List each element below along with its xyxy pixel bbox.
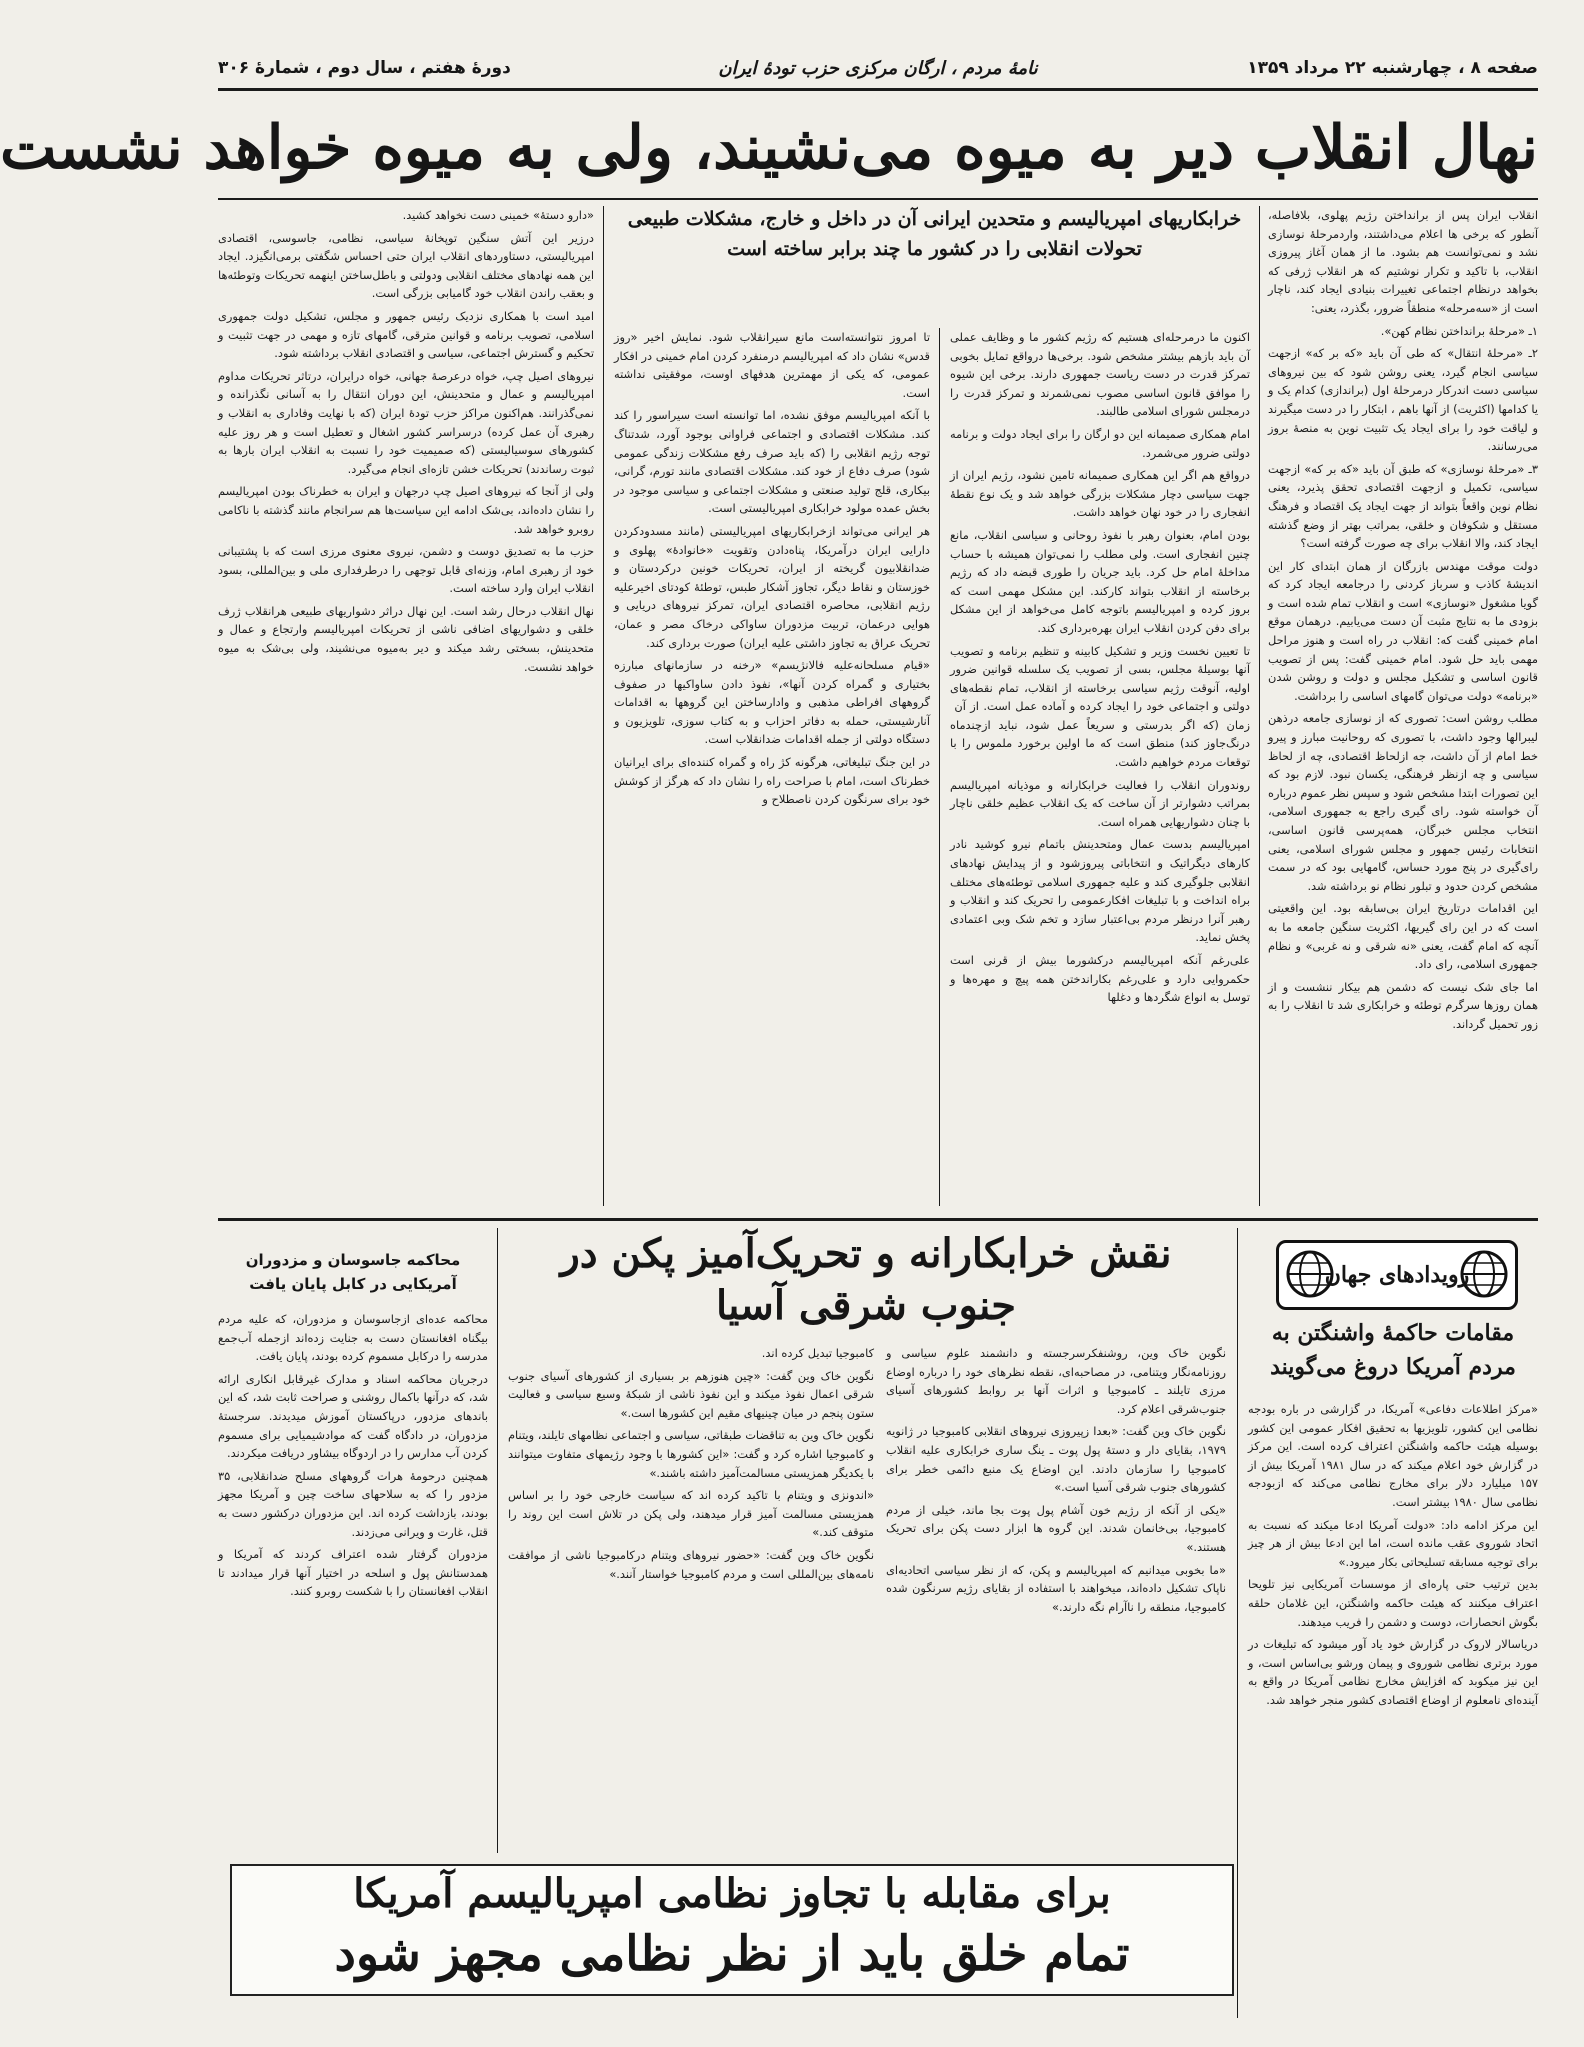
paragraph: همچنین درحومهٔ هرات گروههای مسلح ضدانقلابی، ۳۵ مزدور را که به سلاحهای ساخت چین و آمریکا مجهز بودند، بازداشت کرده اند. این مزدوران درکشور دست به قتل، غارت و ویرانی می‌زدند. — [218, 1468, 488, 1539]
header-rule — [218, 88, 1538, 91]
paragraph: با آنکه امپریالیسم موفق نشده، اما توانسته است سیراسور را کند کند. مشکلات اقتصادی و اجتماعی فراوانی بوجود آورد، شدتناگ توجه رژیم انقلابی را (که باید صرف رفع مشکلات زندگی عمومی شود) صرف دفاع از خود کند. مشکلات اقتصادی مانند تورم، گرانی، بیکاری، قلج تولید صنعتی و مشکلات اجتماعی و سیاسی موجود در بخش عمده مولود خرابکاری امپریالیستی است. — [614, 408, 930, 516]
paragraph: نگوین خاک وین گفت: «حضور نیروهای ویتنام درکامبوجیا ناشی از موافقت نامه‌های بین‌المللی است و مردم کامبوجیا خواستار آنند.» — [508, 1547, 874, 1581]
paragraph: ولی از آنجا که نیروهای اصیل چپ درجهان و ایران به خطرناک بودن امپریالیسم را نشان داده‌اند، بی‌شک ادامه این سیاست‌ها هم سرانجام مانند گذشته با ناکامی روبرو خواهد شد. — [218, 484, 594, 536]
paragraph: روندوران انقلاب را فعالیت خرابکارانه و موذیانه امپریالیسم بمراتب دشوارتر از آن ساخت که یک انقلاب عظیم خلقی ناچار با چنان دشواریهایی همراه است. — [950, 777, 1250, 829]
paragraph: «مرکز اطلاعات دفاعی» آمریکا، در گزارشی در باره بودجه نظامی این کشور، تلویزیها به تحقیق افکار عمومی این کشور بوسیله هیئت حاکمه واشنگتن اعتراف کرده است. این مرکز در گزارش خود اعلام میکند که در سال ۱۹۸۱ آمریکا بیش از ۱۵۷ میلیارد دلار برای مخارج نظامی می‌کند که ازبودجه نظامی سال ۱۹۸۰ بیشتر است. — [1248, 1402, 1539, 1509]
paragraph: نهال انقلاب درحال رشد است. این نهال دراثر دشواریهای طبیعی هرانقلاب ژرف خلقی و دشواریهای اضافی ناشی از تحریکات امپریالیسم وارتجاع و عمال و متحدینش، بسختی رشد میکند و دیر به‌میوه می‌نشیند، ولی بی‌شک به میوه خواهد نشست. — [218, 603, 594, 674]
paragraph: این اقدامات درتاریخ ایران بی‌سابقه بود. این واقعیتی است که در این رای گیریها، اکثریت سنگین جامعه ما به آنچه که امام گفت، یعنی «نه شرقی و نه غربی» و نظام جمهوری اسلامی، رای داد. — [1268, 901, 1538, 972]
column-divider — [497, 1228, 498, 1853]
paragraph: «قیام مسلحانه‌علیه فالانژیسم» «رخنه در سازمانهای مبارزه بختیاری و گمراه کردن آنها»، نفوذ دادن ساواکیها در صفوف گروههای افراطی مذهبی و وادارساختن این گروهها به اقدامات آنارشیستی، حمله به دفاتر احزاب و به کتاب سوزی، تلویزیون و دستگاه دولتی از جمله اقدامات ضدانقلاب است. — [614, 658, 930, 747]
left-article-body — [218, 1310, 488, 1855]
newspaper-page — [0, 48, 1539, 2023]
globe-icon — [1459, 1249, 1509, 1299]
paragraph: درواقع هم اگر این همکاری صمیمانه تامین نشود، رژیم ایران از جهت سیاسی دچار مشکلات بزرگی خواهد شد و یک نوع نقطهٔ انفجاری را در خود نهان خواهد داشت. — [950, 468, 1250, 520]
paragraph: درجریان محاکمه اسناد و مدارک غیرقابل انکاری ارائه شد، که درآنها باکمال روشنی و صراحت ثابت شد، که این باندهای مزدور، درپاکستان آموزش میدیدند. سرجستهٔ مزدوران، در دادگاه گفت که موادشیمیایی برای مسموم کردن آب مدارس را در اردوگاه بیشاور دریافت میکردند. — [218, 1371, 488, 1461]
paragraph: علی‌رغم آنکه امپریالیسم درکشورما بیش از قرنی است حکمروایی دارد و علی‌رغم بکاراندختن همه پیچ و مهره‌ها و توسل به انواع شگردها و دغلها — [950, 953, 1250, 1005]
paragraph: اکنون ما درمرحله‌ای هستیم که رژیم کشور ما و وظایف عملی آن باید بازهم بیشتر مشخص شود. برخی‌ها درواقع تمایل بخوبی تمرکز قدرت در دست ریاست جمهوری دارند. برخی این شیوه را موافق قانون اساسی مصوب نمی‌شمرند و تمرکز قدرت را درمجلس شورای اسلامی طالبند. — [950, 330, 1250, 419]
page-date: صفحه ۸ ، چهارشنبه ۲۲ مرداد ۱۳۵۹ — [1247, 58, 1538, 78]
paragraph: «ما بخوبی میدانیم که امپریالیسم و پکن، که از نظر سیاسی اتحادیه‌ای ناپاک تشکیل داده‌اند، میخواهند با استفاده از بقایای رژیم سرنگون شده کامبوجیا، منطقه را ناآرام نگه دارند.» — [886, 1562, 1226, 1614]
world-news-logo-text: رویدادهای جهان — [1324, 1262, 1470, 1288]
paragraph: نگوین خاک وین گفت: «چین هنوزهم بر بسیاری از کشورهای آسیای جنوب شرقی اعمال نفوذ میکند و این نفوذ ناشی از شبکهٔ وسیع سیاسی و فعالیت ستون پنجم در میان چینیهای مقیم این کشورها است.» — [508, 1368, 874, 1420]
main-headline: نهال انقلاب دیر به میوه می‌نشیند، ولی به میوه خواهد نشست — [0, 113, 1538, 183]
section-rule — [218, 1218, 1538, 1221]
paragraph: «اندونزی و ویتنام با تاکید کرده اند که سیاست خارجی خود را بر اساس همزیستی مسالمت آمیز قرار میدهند، ولی پکن در تلاش است این روند را متوقف کند.» — [508, 1488, 874, 1540]
paragraph: دریاسالار لاروک در گزارش خود یاد آور میشود که تبلیغات در مورد برتری نظامی شوروی و پیمان ورشو بی‌اساس است، و این نیز میکوبد که افزایش مخارج نظامی آمریکا در واقع به آینده‌ای نامعلوم از اوضاع اقتصادی کشور منجر خواهد شد. — [1248, 1637, 1538, 1707]
paragraph: «دارو دستهٔ» خمینی دست نخواهد کشید. — [402, 208, 594, 222]
world-news-body — [1248, 1400, 1538, 1900]
headline-rule — [218, 198, 1538, 200]
globe-icon — [1285, 1249, 1335, 1299]
main-column-4 — [218, 206, 594, 1208]
middle-headline — [506, 1228, 1226, 1332]
paragraph: در این جنگ تبلیغاتی، هرگونه کژ راه و گمراه کننده‌ای برای ایرانیان خطرناک است، امام با صراحت راه را نشان داد که هرگز از کوشش خود برای سرنگون کردن ناصطلاح و — [614, 755, 930, 807]
paragraph: نگوین خاک وین به تناقضات طبقاتی، سیاسی و اجتماعی نظامهای تایلند، ویتنام و کامبوجیا اشاره کرد و گفت: «این کشورها با وجود رژیمهای متفاوت میتوانند با یکدیگر همزیستی مسالمت‌آمیز داشته باشند.» — [508, 1428, 874, 1480]
middle-headline-line2: جنوب شرقی آسیا — [716, 1282, 1016, 1329]
paragraph: «یکی از آنکه از رژیم خون آشام پول پوت بجا ماند، خیلی از مردم کامبوجیا، بی‌خانمان شدند. این گروه ها ابزار دست پکن برای تحریک هستند.» — [886, 1502, 1226, 1554]
column-divider — [1237, 1228, 1238, 2018]
paragraph: امپریالیسم بدست عمال ومتحدینش باتمام نیرو کوشید نادر کارهای دیگراتیک و انتخاباتی پیروزشود و از پیدایش نهادهای انقلابی جلوگیری کند و علیه جمهوری اسلامی توطئه‌های مختلف براه انداخت و با تبلیغات افکارعمومی را تحریک کند و انقلاب و رهبر آنرا درنظر مردم بی‌اعتبار سازد و تخم شک وبی اعتمادی پخش نماید. — [950, 837, 1250, 945]
paragraph: این مرکز ادامه داد: «دولت آمریکا ادعا میکند که نسبت به اتحاد شوروی عقب مانده است، اما این ادعا بیش از هر چیز برای توجیه مسابقه تسلیحاتی بکار میرود.» — [1248, 1517, 1538, 1569]
paragraph: حزب ما به تصدیق دوست و دشمن، نیروی معنوی مرزی است که با پشتیبانی خود از رهبری امام، وزنه‌ای قابل توجهی را درطرفداری ملی و بین‌المللی، بسود انقلاب ایران وارد ساخته است. — [218, 544, 594, 596]
page-header — [218, 48, 1538, 88]
main-column-1 — [1268, 206, 1538, 1208]
paragraph: اما جای شک نیست که دشمن هم بیکار ننشست و از همان روزها سرگرم توطئه و خرابکاری شد تا انقلاب را به زور تحمیل گرداند. — [1268, 979, 1538, 1031]
banner-line-1: برای مقابله با تجاوز نظامی امپریالیسم آمریکا — [353, 1870, 1111, 1917]
world-news-headline: مقامات حاکمهٔ واشنگتن به مردم آمریکا دروغ می‌گویند — [1270, 1320, 1516, 1380]
banner-line-2: تمام خلق باید از نظر نظامی مجهز شود — [334, 1926, 1130, 1982]
paragraph: تا امروز نتوانسته‌است مانع سیرانقلاب شود. نمایش اخیر «روز قدس» نشان داد که امپریالیسم درمنفرد کردن امام خمینی در افکار عمومی، که یکی از مهمترین هدفهای اوست، موفقیتی نداشته است. — [614, 330, 930, 400]
column-divider — [1259, 206, 1260, 1206]
paragraph: تا تعیین نخست وزیر و تشکیل کابینه و تنظیم برنامه و تصویب آنها بوسیلهٔ مجلس، بسی از تصویب یک سلسله قوانین ضرور اولیه، آنوقت رژیم سیاسی برخاسته از انقلاب، تمام نقطه‌های دولتی و اجتماعی خود را ایجاد کرده و آماده عمل است. از آن ‌ ‌زمان (که اگر بدرستی و سریعاً عمل شود، نباید ازچندماه درنگ‌جاوز کند) منطق است که ما اولین برخورد ملموس را با توقعات مردم خواهیم داشت. — [950, 643, 1250, 770]
paragraph: ۲ـ «مرحلهٔ انتقال» که طی آن باید «که بر که» ازجهت سیاسی انجام گیرد، یعنی روشن شود که بین نیروهای سیاسی دست اندرکار درمرحلهٔ اول (براندازی) کدام یک و یا کدامها (اکثریت) از آنها باهم ، ابتکار را در دست میگیرند و لیاقت خود را برای ایجاد یک تثبیت نوین به منصهٔ بروز می‌رسانند. — [1268, 346, 1538, 454]
column-divider — [939, 328, 940, 1206]
middle-column-2 — [508, 1344, 874, 1854]
paragraph: ۳ـ «مرحلهٔ نوسازی» که طبق آن باید «که بر که» ازجهت سیاسی، تکمیل و ازجهت اقتصادی تحقق پذیرد، یعنی نظام نوین واقعاً بتواند از جهت ایجاد یک اقتصاد و فرهنگ مستقل و شکوفان و خلقی، بمراتب بهتر از وضع گذشته ایجاد کند، والا انقلاب برای چه صورت گرفته است؟ — [1268, 461, 1538, 551]
world-news-logo — [1276, 1240, 1518, 1310]
main-column-2 — [950, 328, 1250, 1208]
main-column-3 — [614, 328, 930, 1208]
left-headline: محاکمه جاسوسان و مزدوران آمریکایی در کابل پایان یافت — [245, 1251, 461, 1293]
paragraph: انقلاب ایران پس از برانداختن رژیم پهلوی، بلافاصله، آنطور که برخی ها اعلام می‌داشتند، واردمرحلهٔ نوسازی نشد و نمی‌توانست هم بشود. ما از همان آغاز پیروزی انقلاب، با تاکید و تکرار نوشتیم که هر انقلاب ژرفی که بخواهد درنظام اجتماعی تغییرات بنیادی ایجاد کند، ناچار است از «سه‌مرحله» منطقاً ضرور، بگذرد، یعنی: — [1268, 208, 1538, 315]
paragraph: مطلب روشن است: تصوری که از نوسازی جامعه درذهن لیبرالها وجود داشت، با تصوری که روحانیت مبارز و پیرو خط امام از آن داشت، جه ازلحاظ اقتصادی، چه از لحاظ سیاسی و چه ازنظر فرهنگی، یکسان نبود. لازم بود که این تصورات ابتدا مشخص شود و سپس نظر عموم درباره آن خواسته شود. رای گیری راجع به جمهوری اسلامی، انتخاب مجلس خبرگان، همه‌پرسی قانون اساسی، انتخابات رئیس جمهور و مجلس شورای اسلامی، یعنی رای‌گیری در پنج مورد حساس، گامهایی بود که در سمت مشخص کردن حدود و تبلور نظام نو برداشته شد. — [1268, 711, 1538, 893]
paragraph: مزدوران گرفتار شده اعتراف کردند که آمریکا و همدستانش پول و اسلحه در اختیار آنها قرار میدادند تا انقلاب افغانستان را با شکست روبرو کنند. — [218, 1547, 488, 1599]
paragraph: نگوین خاک وین، روشنفکرسرجسته و دانشمند علوم سیاسی و روزنامه‌نگار ویتنامی، در مصاحبه‌ای، نقطه نظرهای خود را درباره اوضاع مرزی تایلند ـ کامبوجیا و اثرات آنها بر روابط کشورهای آسیای جنوب‌شرقی اعلام کرد. — [886, 1346, 1226, 1416]
paragraph: محاکمه عده‌ای ازجاسوسان و مزدوران، که علیه مردم بیگناه افغانستان دست به جنایت زده‌اند ازجمله آب‌جمع مدرسه را درکابل مسموم کرده بودند، پایان یافت. — [218, 1312, 488, 1364]
bottom-banner — [230, 1864, 1234, 1996]
middle-headline-line1: نقش خرابکارانه و تحریک‌آمیز پکن در — [560, 1230, 1172, 1277]
main-subhead: خرابکاریهای امپریالیسم و متحدین ایرانی آن در داخل و خارج، مشکلات طبیعی تحولات انقلابی را در کشور ما چند برابر ساخته است — [627, 208, 1242, 260]
issue-number: دورهٔ هفتم ، سال دوم ، شمارهٔ ۳۰۶ — [218, 58, 511, 78]
paragraph: هر ایرانی می‌تواند ازخرابکاریهای امپریالیستی (مانند مسدودکردن دارایی ایران درآمریکا، پناه‌دادن وتقویت «خانوادهٔ» پهلوی و ضدانقلابیون گریخته از ایران، تحریکات خونین درکردستان و خوزستان و نقاط دیگر، تجاوز آشکار طبس، توطئهٔ کودتای اخیرعلیه رژیم انقلابی، محاصره اقتصادی ایران، تمرکز نیروهای دریایی و هوایی درعمان، تربیت مزدوران ساواکی درخاک مصر و عمان، تحریک عراق به تجاوز داشتی علیه ایران) صورت برداری کند. — [614, 523, 930, 650]
middle-column-1 — [886, 1344, 1226, 1854]
column-divider — [603, 206, 604, 1206]
paragraph: درزیر این آتش سنگین توپخانهٔ سیاسی، نظامی، جاسوسی، اقتصادی امپریالیستی، دستاوردهای انقلاب ایران حتی احساس شگفتی برمی‌انگیزد. ایجاد این همه نهادهای مختلف انقلابی ودولتی و باطل‌ساختن اینهمه تحریکات وتوطئه‌ها و بعقب راندن انقلاب خود گامیابی بزرگی است. — [218, 230, 594, 301]
paragraph: نگوین خاک وین گفت: «بعدا زپیروزی نیروهای انقلابی کامبوجیا در ژانویه ۱۹۷۹، بقایای دار و دستهٔ پول پوت ـ ینگ ساری خرابکاری علیه انقلاب کامبوجیا را سازمان دادند. این اوضاع یک منبع دائمی خطر برای کشورهای جنوب شرقی آسیا است.» — [886, 1424, 1226, 1495]
paragraph: ۱ـ «مرحلهٔ برانداختن نظام کهن». — [1380, 323, 1538, 338]
paragraph: امام همکاری صمیمانه این دو ارگان را برای ایجاد دولت و برنامه دولتی ضرور می‌شمرد. — [950, 426, 1250, 460]
paragraph: بدین ترتیب حتی پاره‌ای از موسسات آمریکایی نیز تلویحا اعتراف میکنند که هیئت حاکمه واشنگتن، این غلامان حلقه بگوش انحصارات، دوست و دشمن را فریب میدهند. — [1248, 1577, 1538, 1629]
paragraph: دولت موقت مهندس بازرگان از همان ابتدای کار این اندیشهٔ کاذب و سرباز کردنی را درجامعه ایجاد کرد که گویا مشغول «نوسازی» است و انقلاب تمام شده است و بزودی ما به نتایج مثبت آن دست می‌یابیم. درهمان موقع امام خمینی گفت که: انقلاب در راه است و هنوز مراحل مهمی باید حل شود. امام خمینی گفت: پس از تصویب قانون اساسی و تشکیل مجلس و دولت و روشن شدن «برنامه» دولت می‌توان گامهای اساسی را برداشت. — [1268, 558, 1538, 703]
paragraph: بودن امام، بعنوان رهبر با نفوذ روحانی و سیاسی انقلاب، مانع چنین انفجاری است. ولی مطلب را نمی‌توان همیشه با حساب مداخلهٔ امام حل کرد. باید جریان را طوری قبضه داد که رژیم برخاسته از انقلاب بتواند کارکند. این مشکل مهمی است که بروز کرده و امپریالیسم باتوجه کامل می‌خواهد از این مشکل برای دفن کردن انقلاب ایران بهره‌برداری کند. — [950, 527, 1250, 635]
paper-title: نامهٔ مردم ، ارگان مرکزی حزب تودهٔ ایران — [718, 58, 1038, 79]
paragraph: نیروهای اصیل چپ، خواه درعرصهٔ جهانی، خواه درایران، درتاثر تحریکات مداوم امپریالیسم و عمال و متحدینش، این دوران انتقال را به آسانی نگذرانده و نمی‌گذرانند. هم‌اکنون مراکز حزب تودهٔ ایران (که با نهایت وفاداری به انقلاب و رهبری آن عمل کرده) درسراسر کشور اشغال و تعطیل است و هر روز علیه کشورهای سوسیالیستی (که صمیمیت خود را نسبت به انقلاب ایران بارها به ثبوت رساندند) تحریکات خشن تازه‌ای انجام می‌گیرد. — [218, 368, 594, 476]
paragraph: امید است با همکاری نزدیک رئیس جمهور و مجلس، تشکیل دولت جمهوری اسلامی، تصویب برنامه و قوانین مترقی، گامهای تازه و مهمی در جهت تثبیت و تحکیم و گسترش اجتماعی، سیاسی و اقتصادی انقلاب برداشته شود. — [218, 308, 594, 361]
paragraph: کامبوجیا تبدیل کرده اند. — [761, 1346, 874, 1360]
